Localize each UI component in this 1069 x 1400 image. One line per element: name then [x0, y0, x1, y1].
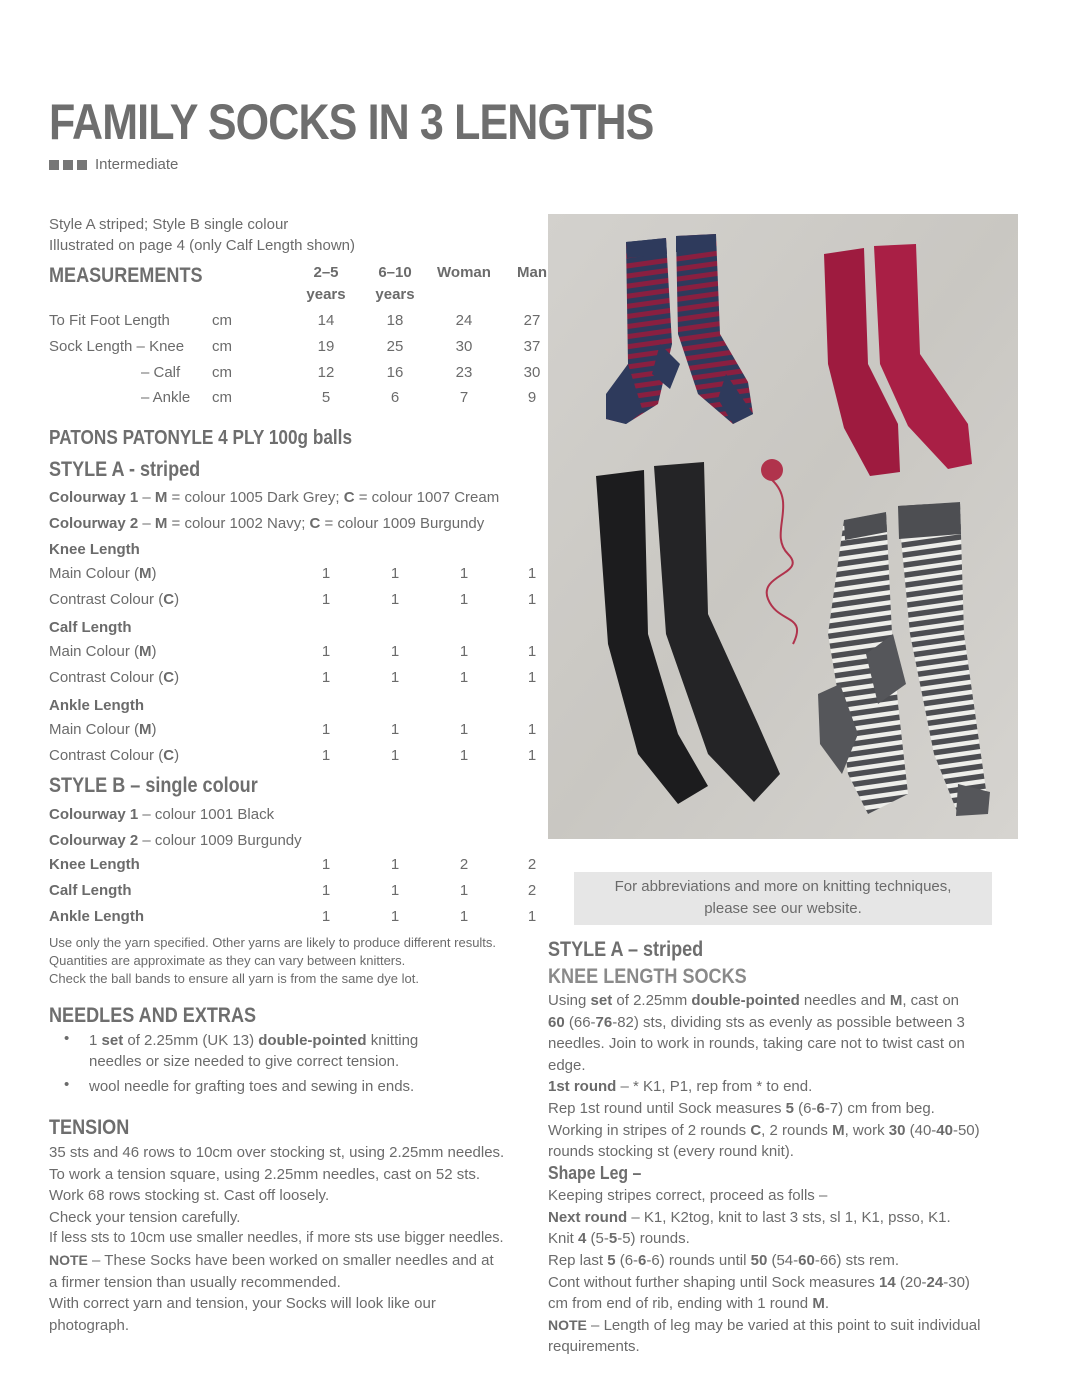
- tension-line: 35 sts and 46 rows to 10cm over stocking st, using 2.25mm needles.: [49, 1144, 505, 1161]
- bullet-icon: •: [64, 1076, 70, 1093]
- instr-line: 60 (66-76-82) sts, dividing sts as evenly as possible between 3: [548, 1013, 965, 1031]
- needles-item-2: wool needle for grafting toes and sewing in ends.: [89, 1078, 415, 1095]
- instructions-style-heading: STYLE A – striped: [548, 938, 704, 961]
- needles-item-1: 1 set of 2.25mm (UK 13) double-pointed knitting: [89, 1032, 419, 1049]
- website-note-line-1: For abbreviations and more on knitting techniques,: [614, 878, 952, 895]
- instr-line: Using set of 2.25mm double-pointed needles and M, cast on: [548, 992, 960, 1009]
- instr-line: Rep last 5 (6-6-6) rounds until 50 (54-60-66) sts rem.: [548, 1252, 900, 1269]
- tension-line: If less sts to 10cm use smaller needles, if more sts use bigger needles.: [49, 1230, 504, 1247]
- column-header: 2–5: [313, 264, 339, 281]
- measurement-row: – Calf cm 12 16 23 30: [141, 364, 541, 381]
- measurement-row: – Ankle cm 5 6 7 9: [141, 389, 537, 406]
- instr-line: edge.: [548, 1056, 586, 1074]
- measurement-row: To Fit Foot Length cm 14 18 24 27: [49, 312, 541, 329]
- level-square-icon: [63, 160, 73, 170]
- instr-note-line-2: requirements.: [548, 1338, 640, 1356]
- level-square-icon: [77, 160, 87, 170]
- instr-line: needles. Join to work in rounds, taking care not to twist cast on: [548, 1035, 965, 1053]
- column-header: years: [375, 286, 415, 303]
- level-square-icon: [49, 160, 59, 170]
- yarn-ball: [761, 459, 783, 481]
- measurement-row: Sock Length – Knee cm 19 25 30 37: [49, 338, 541, 355]
- needles-item-1-line-2: needles or size needed to give correct tension.: [89, 1053, 400, 1070]
- page-title: FAMILY SOCKS IN 3 LENGTHS: [49, 94, 654, 150]
- style-b-colourway-2: Colourway 2 – colour 1009 Burgundy: [49, 832, 302, 849]
- group-heading-ankle: Ankle Length: [49, 697, 145, 714]
- group-heading-calf: Calf Length: [49, 619, 132, 636]
- difficulty-level: [49, 156, 178, 173]
- yarn-note-2: Quantities are approximate as they can vary between knitters.: [49, 953, 406, 968]
- yarn-row: Contrast Colour (C) 1 1 1 1: [49, 669, 537, 686]
- instr-line: Working in stripes of 2 rounds C, 2 rounds M, work 30 (40-40-50): [548, 1121, 980, 1139]
- socks-photo: [548, 214, 1018, 839]
- level-label: Intermediate: [95, 156, 179, 173]
- yarn-row: Main Colour (M) 1 1 1 1: [49, 721, 537, 738]
- instr-line: rounds stocking st (every round knit).: [548, 1143, 794, 1161]
- yarn-row: Main Colour (M) 1 1 1 1: [49, 565, 537, 582]
- instr-line: Keeping stripes correct, proceed as folls –: [548, 1187, 828, 1205]
- tension-end-2: photograph.: [49, 1316, 130, 1334]
- instr-line: Rep 1st round until Sock measures 5 (6-6-7) cm from beg.: [548, 1100, 935, 1117]
- instr-line: Knit 4 (5-5-5) rounds.: [548, 1230, 690, 1248]
- bullet-icon: •: [64, 1030, 70, 1047]
- tension-end-1: With correct yarn and tension, your Socks will look like our: [49, 1295, 436, 1313]
- shape-leg-heading: Shape Leg –: [548, 1163, 642, 1183]
- column-header: Woman: [437, 264, 491, 281]
- style-b-heading: STYLE B – single colour: [49, 774, 258, 797]
- instr-line: 1st round – * K1, P1, rep from * to end.: [548, 1078, 813, 1096]
- tension-note-line-2: a firmer tension than usually recommended.: [49, 1273, 341, 1291]
- needles-heading: NEEDLES AND EXTRAS: [49, 1004, 257, 1027]
- yarn-row: Contrast Colour (C) 1 1 1 1: [49, 591, 537, 608]
- yarn-row: Knee Length 1 1 2 2: [49, 856, 537, 873]
- yarn-note-1: Use only the yarn specified. Other yarns are likely to produce different results.: [49, 935, 497, 950]
- website-note-line-2: please see our website.: [704, 900, 862, 917]
- yarn-row: Ankle Length 1 1 1 1: [49, 908, 537, 925]
- tension-heading: TENSION: [49, 1116, 130, 1139]
- instr-line: Cont without further shaping until Sock measures 14 (20-24-30): [548, 1273, 970, 1291]
- style-a-colourway-2: Colourway 2 – M = colour 1002 Navy; C = colour 1009 Burgundy: [49, 515, 485, 532]
- measurements-heading: MEASUREMENTS: [49, 264, 203, 287]
- yarn-heading: PATONS PATONYLE 4 PLY 100g balls: [49, 427, 353, 449]
- yarn-row: Contrast Colour (C) 1 1 1 1: [49, 747, 537, 764]
- intro-line-2: Illustrated on page 4 (only Calf Length shown): [49, 237, 356, 254]
- tension-line: Work 68 rows stocking st. Cast off loosely.: [49, 1187, 330, 1205]
- instr-line: Next round – K1, K2tog, knit to last 3 sts, sl 1, K1, psso, K1.: [548, 1208, 951, 1226]
- measurements-column-headers: [49, 264, 547, 286]
- style-a-colourway-1: Colourway 1 – M = colour 1005 Dark Grey; C = colour 1007 Cream: [49, 489, 500, 506]
- website-note-box: [574, 872, 992, 925]
- column-header: Man: [517, 264, 547, 281]
- yarn-row: Main Colour (M) 1 1 1 1: [49, 643, 537, 660]
- instr-note: NOTE – Length of leg may be varied at this point to suit individual: [548, 1316, 981, 1334]
- column-header: 6–10: [378, 264, 412, 281]
- yarn-note-3: Check the ball bands to ensure all yarn is from the same dye lot.: [49, 971, 419, 986]
- group-heading-knee: Knee Length: [49, 541, 140, 558]
- tension-line: To work a tension square, using 2.25mm needles, cast on 52 sts.: [49, 1165, 481, 1183]
- socks-illustration: [548, 214, 1018, 839]
- style-b-colourway-1: Colourway 1 – colour 1001 Black: [49, 806, 275, 823]
- yarn-row: Calf Length 1 1 1 2: [49, 882, 537, 899]
- style-a-heading: STYLE A - striped: [49, 458, 201, 481]
- tension-line: Check your tension carefully.: [49, 1208, 241, 1226]
- measurements-column-headers-2: [49, 286, 519, 308]
- instr-line: cm from end of rib, ending with 1 round M.: [548, 1295, 829, 1313]
- column-header: years: [306, 286, 346, 303]
- instructions-sub-heading: KNEE LENGTH SOCKS: [548, 965, 747, 988]
- tension-note: NOTE – These Socks have been worked on smaller needles and at: [49, 1252, 494, 1269]
- intro-line-1: Style A striped; Style B single colour: [49, 216, 289, 233]
